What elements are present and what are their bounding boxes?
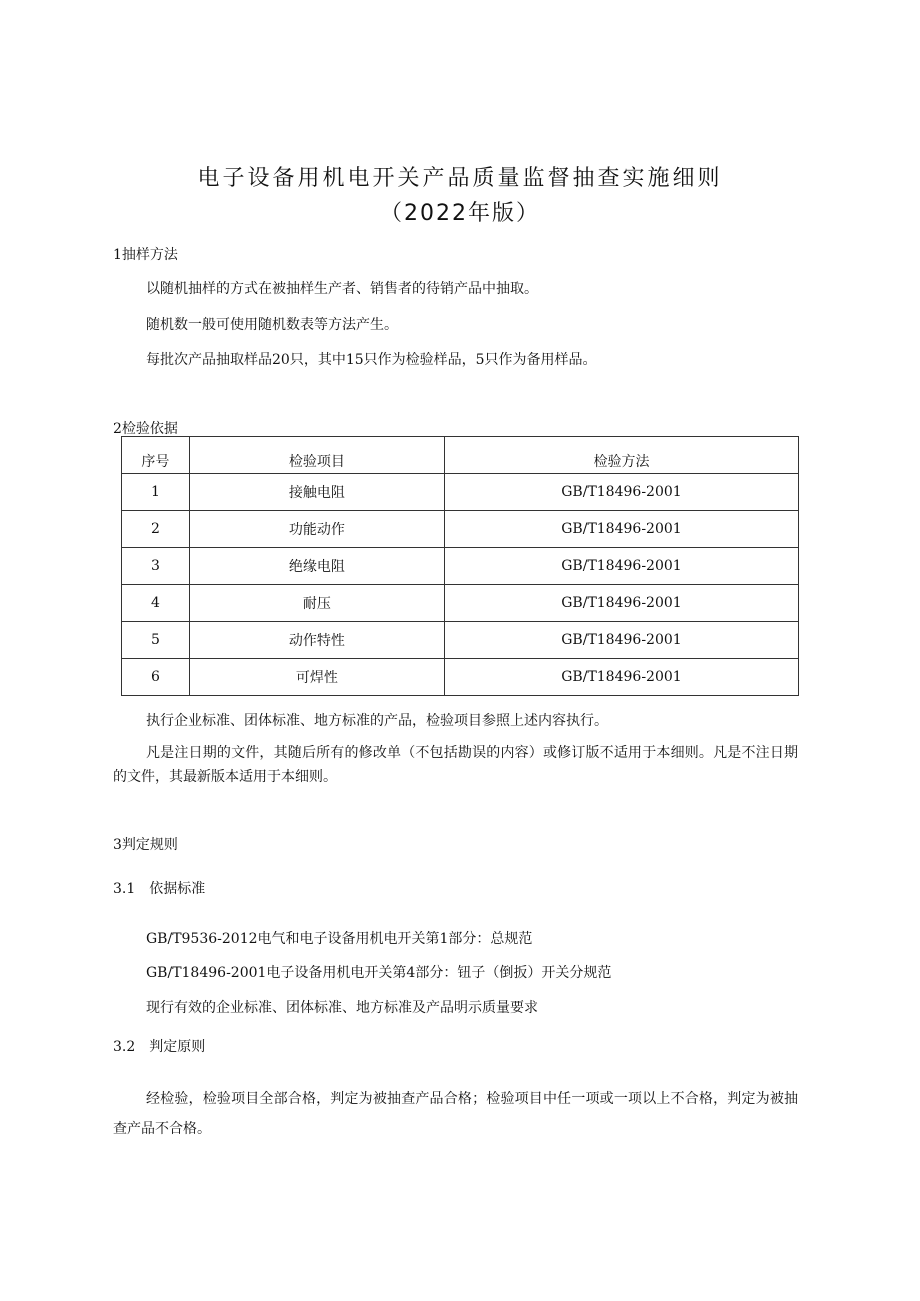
header-cell: 检验项目 — [189, 437, 444, 474]
table-cell: GB/T18496-2001 — [444, 659, 798, 696]
table-cell: 3 — [122, 548, 190, 585]
table-cell: 动作特性 — [189, 622, 444, 659]
paragraph: 凡是注日期的文件，其随后所有的修改单（不包括勘误的内容）或修订版不适用于本细则。凡是不注日期的文件，其最新版本适用于本细则。 — [113, 745, 798, 785]
table-cell: 绝缘电阻 — [189, 548, 444, 585]
paragraph: 执行企业标准、团体标准、地方标准的产品，检验项目参照上述内容执行。 — [146, 713, 608, 729]
table-cell: 可焊性 — [189, 659, 444, 696]
paragraph: 随机数一般可使用随机数表等方法产生。 — [146, 317, 398, 333]
header-cell: 序号 — [122, 437, 190, 474]
header-cell: 检验方法 — [444, 437, 798, 474]
table-header-row — [122, 437, 799, 474]
table-cell: 4 — [122, 585, 190, 622]
table-row — [122, 474, 799, 511]
table-row — [122, 548, 799, 585]
table-row — [122, 659, 799, 696]
table-cell: GB/T18496-2001 — [444, 474, 798, 511]
standard-item: GB/T9536-2012电气和电子设备用机电开关第1部分：总规范 — [146, 931, 533, 947]
table-cell: 1 — [122, 474, 190, 511]
table-cell: 6 — [122, 659, 190, 696]
paragraph: 以随机抽样的方式在被抽样生产者、销售者的待销产品中抽取。 — [146, 281, 538, 297]
table-cell: GB/T18496-2001 — [444, 585, 798, 622]
document-edition: （2022年版） — [380, 201, 540, 226]
subsection-3-2-heading: 3.2 判定原则 — [113, 1039, 206, 1055]
table-cell: 2 — [122, 511, 190, 548]
paragraph: 每批次产品抽取样品20只，其中15只作为检验样品，5只作为备用样品。 — [146, 352, 597, 368]
table-cell: GB/T18496-2001 — [444, 622, 798, 659]
section-3-heading: 3判定规则 — [113, 837, 178, 853]
table-row — [122, 585, 799, 622]
section-2-heading: 2检验依据 — [113, 421, 178, 437]
standard-item: 现行有效的企业标准、团体标准、地方标准及产品明示质量要求 — [146, 1000, 538, 1016]
document-title: 电子设备用机电开关产品质量监督抽查实施细则 — [197, 166, 723, 191]
table-row — [122, 511, 799, 548]
section-1-heading: 1抽样方法 — [113, 247, 178, 263]
table-cell: 耐压 — [189, 585, 444, 622]
table-cell: GB/T18496-2001 — [444, 548, 798, 585]
subsection-3-1-heading: 3.1 依据标准 — [113, 881, 206, 897]
standard-item: GB/T18496-2001电子设备用机电开关第4部分：钮子（倒扳）开关分规范 — [146, 965, 612, 981]
table-cell: 5 — [122, 622, 190, 659]
paragraph: 经检验，检验项目全部合格，判定为被抽查产品合格；检验项目中任一项或一项以上不合格，判定为被抽查产品不合格。 — [113, 1091, 798, 1137]
table-row — [122, 622, 799, 659]
table-cell: 接触电阻 — [189, 474, 444, 511]
inspection-basis-table — [121, 436, 799, 696]
table-cell: GB/T18496-2001 — [444, 511, 798, 548]
table-cell: 功能动作 — [189, 511, 444, 548]
